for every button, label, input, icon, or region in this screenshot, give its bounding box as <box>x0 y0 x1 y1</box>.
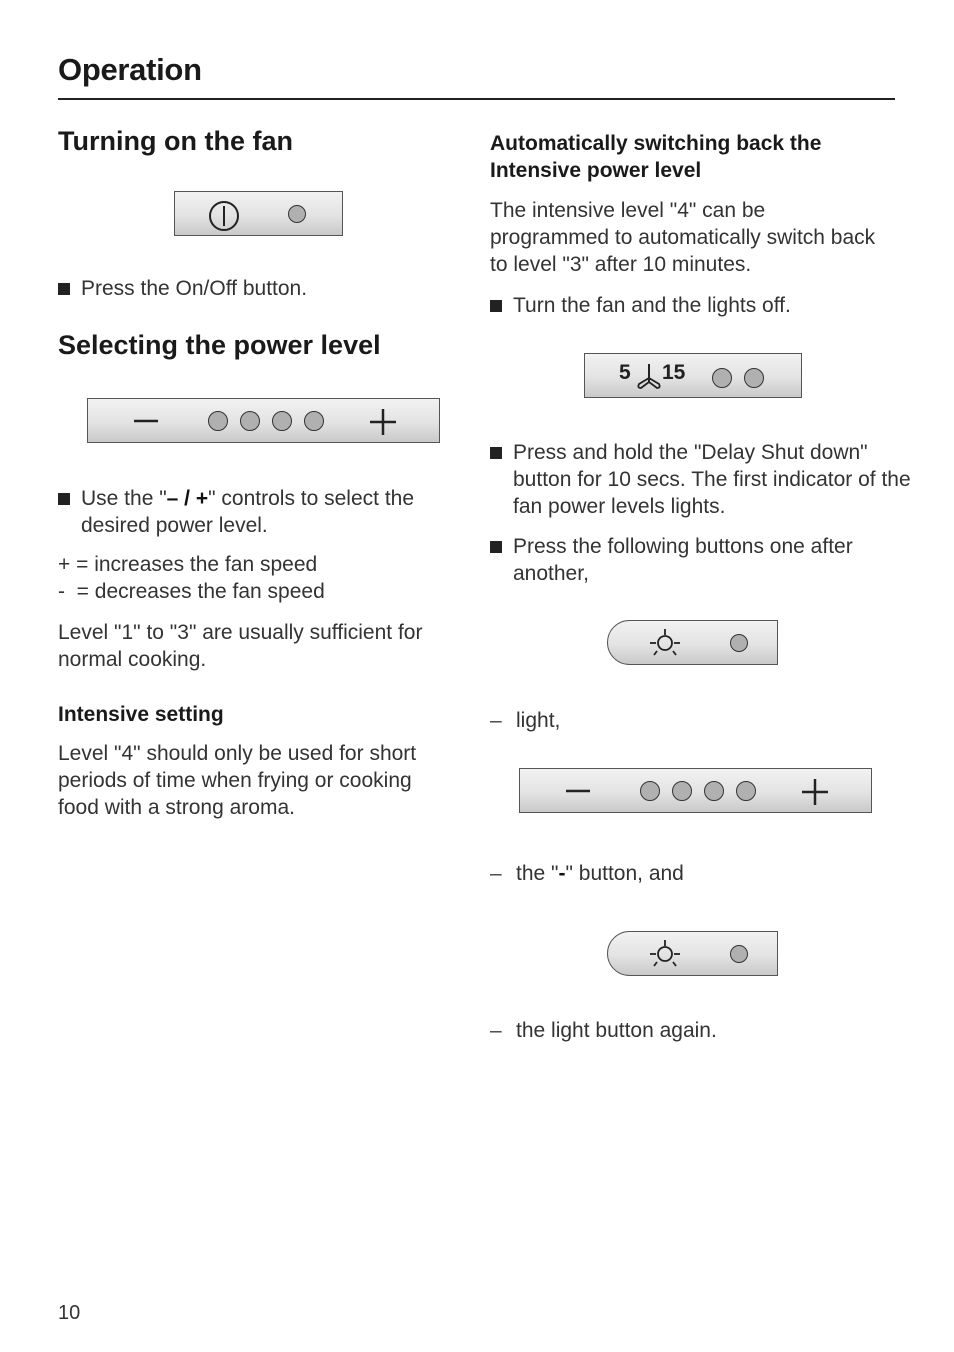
header-rule <box>58 98 895 100</box>
delay-shutdown-panel <box>584 353 802 398</box>
plus-icon[interactable] <box>800 777 830 807</box>
power-icon[interactable] <box>208 200 240 232</box>
light-panel <box>607 620 778 665</box>
turn-off-bullet: Turn the fan and the lights off. <box>490 292 913 319</box>
minus-icon[interactable] <box>565 780 591 802</box>
on-off-panel <box>174 191 343 236</box>
minus-icon[interactable] <box>133 410 159 432</box>
light-panel <box>607 931 778 976</box>
level-indicator <box>640 781 660 801</box>
delay-bullet: Press and hold the "Delay Shut down" button for 10 secs. The first indicator of the fan power levels lights. <box>490 439 923 520</box>
level-indicator <box>272 411 292 431</box>
auto-switch-heading: Automatically switching back the Intensive power level <box>490 132 822 182</box>
level-indicator <box>240 411 260 431</box>
intensive-text: Level "4" should only be used for short periods of time when frying or cooking food with a strong aroma. <box>58 742 417 819</box>
on-off-indicator <box>288 205 306 223</box>
step-light-again: – the light button again. <box>490 1019 717 1042</box>
plus-icon[interactable] <box>368 407 398 437</box>
delay-indicator <box>744 368 764 388</box>
level-note: Level "1" to "3" are usually sufficient for normal cooking. <box>58 621 423 671</box>
level-indicator <box>672 781 692 801</box>
step-minus: – the "-" button, and <box>490 862 684 885</box>
light-indicator <box>730 634 748 652</box>
fan-icon[interactable] <box>634 361 664 391</box>
page-number: 10 <box>58 1302 81 1324</box>
delay-label-5: 5 <box>619 361 631 384</box>
page-title: Operation <box>58 52 202 87</box>
fan-on-bullet: Press the On/Off button. <box>58 275 461 302</box>
level-indicator <box>208 411 228 431</box>
power-level-panel-left <box>87 398 440 443</box>
light-icon[interactable] <box>648 627 682 659</box>
intensive-heading: Intensive setting <box>58 703 224 726</box>
power-level-bullet: Use the "– / +" controls to select the desired power level. <box>58 485 471 539</box>
minus-description: - = decreases the fan speed <box>58 580 325 603</box>
delay-label-15: 15 <box>662 361 686 384</box>
plus-description: + = increases the fan speed <box>58 553 318 576</box>
level-indicator <box>304 411 324 431</box>
sequence-bullet: Press the following buttons one after another, <box>490 533 913 587</box>
power-level-panel-right <box>519 768 872 813</box>
auto-switch-intro: The intensive level "4" can be programmed to automatically switch back to level "3" after 10 minutes. <box>490 199 876 276</box>
step-light: – light, <box>490 709 561 732</box>
delay-indicator <box>712 368 732 388</box>
light-icon[interactable] <box>648 938 682 970</box>
light-indicator <box>730 945 748 963</box>
level-indicator <box>704 781 724 801</box>
fan-on-heading: Turning on the fan <box>58 126 293 156</box>
level-indicator <box>736 781 756 801</box>
power-level-heading: Selecting the power level <box>58 330 381 360</box>
